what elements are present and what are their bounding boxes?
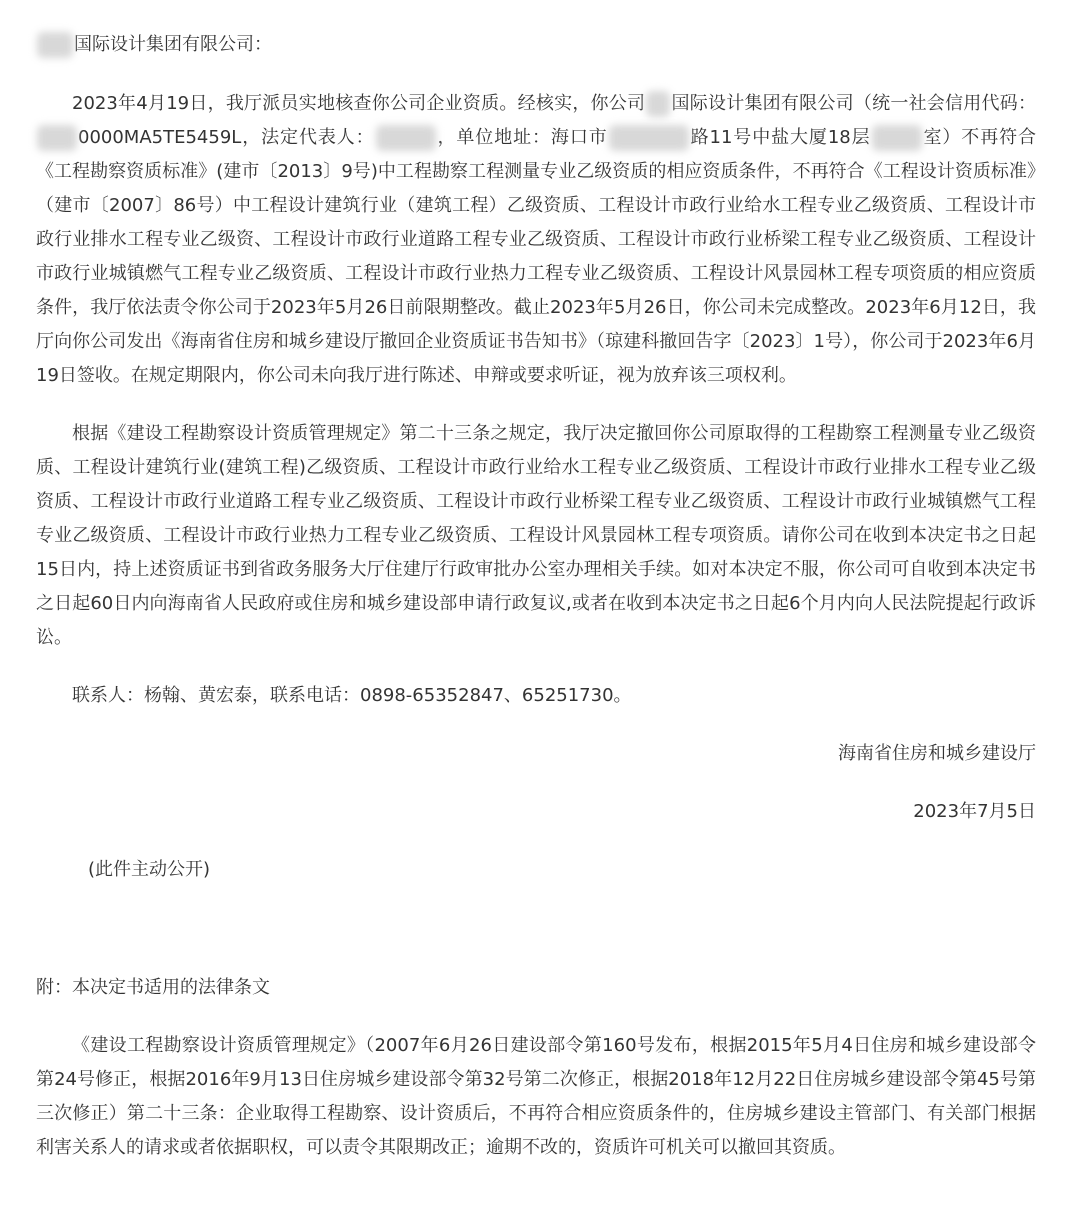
- para1-text-5: 路11号中盐大厦18层: [689, 127, 871, 148]
- salutation: [36, 28, 1036, 62]
- redaction-mark: [609, 125, 689, 151]
- appendix-title: 附：本决定书适用的法律条文: [36, 977, 270, 998]
- issue-date: 2023年7月5日: [913, 801, 1036, 822]
- public-disclosure-note: (此件主动公开): [88, 859, 211, 880]
- para1-text-1: 2023年4月19日，我厅派员实地核查你公司企业资质。经核实，你公司: [72, 93, 646, 114]
- para1-text-4: ，单位地址：海口市: [436, 127, 608, 148]
- redaction-mark: [37, 125, 77, 151]
- redaction-mark: [376, 125, 436, 151]
- para1-text-2: 国际设计集团有限公司（统一社会信用代码：: [671, 93, 1036, 114]
- paragraph-verification: [36, 87, 1036, 393]
- redaction-mark: [37, 32, 73, 58]
- salutation-text: 国际设计集团有限公司：: [74, 34, 272, 55]
- paragraph-decision: 根据《建设工程勘察设计资质管理规定》第二十三条之规定，我厅决定撤回你公司原取得的工程勘察工程测量专业乙级资质、工程设计建筑行业(建筑工程)乙级资质、工程设计市政行业给水工程专业乙级资质、工程设计市政行业排水工程专业乙级资质、工程设计市政行业道路工程专业乙级资质、工程设计市政行业桥梁工程专业乙级资质、工程设计市政行业城镇燃气工程专业乙级资质、工程设计市政行业热力工程专业乙级资质、工程设计风景园林工程专项资质。请你公司在收到本决定书之日起15日内，持上述资质证书到省政务服务大厅住建厅行政审批办公室办理相关手续。如对本决定不服，你公司可自收到本决定书之日起60日内向海南省人民政府或住房和城乡建设部申请行政复议,或者在收到本决定书之日起6个月内向人民法院提起行政诉讼。: [36, 423, 1036, 648]
- appendix-legal-text: 《建设工程勘察设计资质管理规定》（2007年6月26日建设部令第160号发布，根据2015年5月4日住房和城乡建设部令第24号修正，根据2016年9月13日住房城乡建设部令第32号第二次修正，根据2018年12月22日住房城乡建设部令第45号第三次修正）第二十三条：企业取得工程勘察、设计资质后，不再符合相应资质条件的，住房城乡建设主管部门、有关部门根据利害关系人的请求或者依据职权，可以责令其限期改正；逾期不改的，资质许可机关可以撤回其资质。: [36, 1035, 1036, 1158]
- para1-text-6: 室）不再符合《工程勘察资质标准》(建市〔2013〕9号)中工程勘察工程测量专业乙级资质的相应资质条件，不再符合《工程设计资质标准》（建市〔2007〕86号）中工程设计建筑行业（建筑工程）乙级资质、工程设计市政行业给水工程专业乙级资质、工程设计市政行业排水工程专业乙级资、工程设计市政行业道路工程专业乙级资质、工程设计市政行业桥梁工程专业乙级资质、工程设计市政行业城镇燃气工程专业乙级资质、工程设计市政行业热力工程专业乙级资质、工程设计风景园林工程专项资质的相应资质条件，我厅依法责令你公司于2023年5月26日前限期整改。截止2023年5月26日，你公司未完成整改。2023年6月12日，我厅向你公司发出《海南省住房和城乡建设厅撤回企业资质证书告知书》（琼建科撤回告字〔2023〕1号），你公司于2023年6月19日签收。在规定期限内，你公司未向我厅进行陈述、申辩或要求听证，视为放弃该三项权利。: [36, 127, 1037, 386]
- issuing-authority: 海南省住房和城乡建设厅: [838, 743, 1036, 764]
- document: [36, 28, 1036, 1165]
- redaction-mark: [646, 91, 670, 117]
- contact-line: 联系人：杨翰、黄宏泰，联系电话：0898-65352847、65251730。: [72, 685, 632, 706]
- para1-text-3: 0000MA5TE5459L，法定代表人：: [78, 127, 375, 148]
- redaction-mark: [872, 125, 922, 151]
